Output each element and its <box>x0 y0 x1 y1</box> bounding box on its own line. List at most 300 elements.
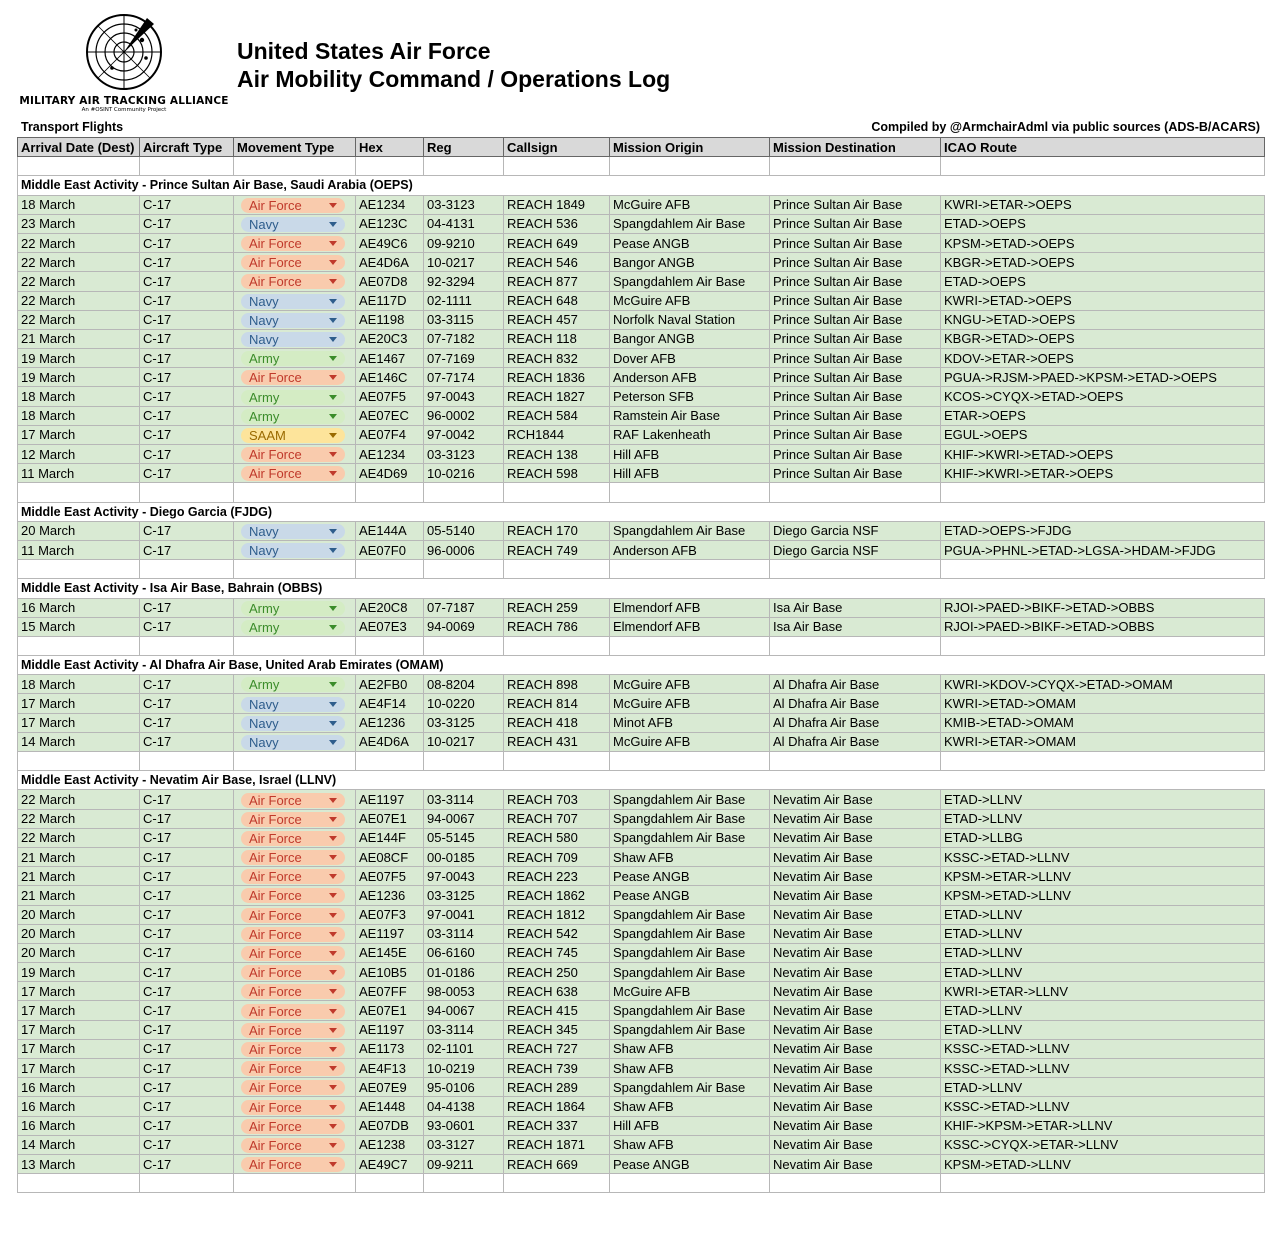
mission-destination-cell[interactable]: Nevatim Air Base <box>770 1135 941 1154</box>
callsign-cell[interactable]: REACH 877 <box>504 272 610 291</box>
mission-origin-cell[interactable]: Peterson SFB <box>610 387 770 406</box>
empty-cell[interactable] <box>356 483 424 502</box>
movement-type-dropdown[interactable] <box>241 601 345 616</box>
dropdown-caret-icon[interactable] <box>329 299 337 304</box>
mission-destination-cell[interactable]: Nevatim Air Base <box>770 963 941 982</box>
col-movement-type[interactable]: Movement Type <box>234 138 356 157</box>
movement-type-cell[interactable] <box>234 233 356 252</box>
mission-destination-cell[interactable]: Al Dhafra Air Base <box>770 732 941 751</box>
callsign-cell[interactable]: REACH 727 <box>504 1039 610 1058</box>
icao-route-cell[interactable]: ETAD->LLNV <box>941 963 1265 982</box>
movement-type-cell[interactable] <box>234 406 356 425</box>
aircraft-type-cell[interactable]: C-17 <box>140 982 234 1001</box>
dropdown-caret-icon[interactable] <box>329 702 337 707</box>
callsign-cell[interactable]: REACH 580 <box>504 828 610 847</box>
icao-route-cell[interactable]: ETAR->OEPS <box>941 406 1265 425</box>
arrival-date-cell[interactable]: 17 March <box>18 1059 140 1078</box>
arrival-date-cell[interactable]: 18 March <box>18 195 140 214</box>
movement-type-dropdown[interactable] <box>241 1080 345 1095</box>
callsign-cell[interactable]: REACH 1812 <box>504 905 610 924</box>
mission-destination-cell[interactable]: Nevatim Air Base <box>770 1097 941 1116</box>
hex-cell[interactable]: AE49C6 <box>356 233 424 252</box>
hex-cell[interactable]: AE4F13 <box>356 1059 424 1078</box>
movement-type-cell[interactable] <box>234 905 356 924</box>
empty-cell[interactable] <box>504 752 610 771</box>
aircraft-type-cell[interactable]: C-17 <box>140 1135 234 1154</box>
mission-origin-cell[interactable]: Bangor ANGB <box>610 253 770 272</box>
dropdown-caret-icon[interactable] <box>329 433 337 438</box>
hex-cell[interactable]: AE123C <box>356 214 424 233</box>
arrival-date-cell[interactable]: 14 March <box>18 732 140 751</box>
dropdown-caret-icon[interactable] <box>329 1143 337 1148</box>
movement-type-dropdown[interactable] <box>241 946 345 961</box>
icao-route-cell[interactable]: ETAD->LLNV <box>941 790 1265 809</box>
mission-origin-cell[interactable]: McGuire AFB <box>610 732 770 751</box>
mission-destination-cell[interactable]: Prince Sultan Air Base <box>770 195 941 214</box>
movement-type-cell[interactable] <box>234 598 356 617</box>
arrival-date-cell[interactable]: 20 March <box>18 905 140 924</box>
empty-cell[interactable] <box>140 157 234 176</box>
movement-type-cell[interactable] <box>234 1020 356 1039</box>
mission-destination-cell[interactable]: Nevatim Air Base <box>770 790 941 809</box>
mission-origin-cell[interactable]: Pease ANGB <box>610 867 770 886</box>
movement-type-cell[interactable] <box>234 540 356 559</box>
movement-type-cell[interactable] <box>234 387 356 406</box>
reg-cell[interactable]: 03-3114 <box>424 1020 504 1039</box>
movement-type-dropdown[interactable] <box>241 236 345 251</box>
mission-origin-cell[interactable]: RAF Lakenheath <box>610 425 770 444</box>
mission-origin-cell[interactable]: McGuire AFB <box>610 694 770 713</box>
movement-type-cell[interactable] <box>234 732 356 751</box>
icao-route-cell[interactable]: ETAD->LLBG <box>941 828 1265 847</box>
dropdown-caret-icon[interactable] <box>329 395 337 400</box>
empty-cell[interactable] <box>356 752 424 771</box>
dropdown-caret-icon[interactable] <box>329 279 337 284</box>
movement-type-dropdown[interactable] <box>241 1157 345 1172</box>
movement-type-dropdown[interactable] <box>241 677 345 692</box>
callsign-cell[interactable]: REACH 749 <box>504 540 610 559</box>
aircraft-type-cell[interactable]: C-17 <box>140 963 234 982</box>
col-arrival-date[interactable]: Arrival Date (Dest) <box>18 138 140 157</box>
mission-destination-cell[interactable]: Prince Sultan Air Base <box>770 406 941 425</box>
icao-route-cell[interactable]: ETAD->LLNV <box>941 1020 1265 1039</box>
icao-route-cell[interactable]: EGUL->OEPS <box>941 425 1265 444</box>
aircraft-type-cell[interactable]: C-17 <box>140 790 234 809</box>
movement-type-dropdown[interactable] <box>241 735 345 750</box>
movement-type-dropdown[interactable] <box>241 217 345 232</box>
empty-cell[interactable] <box>424 560 504 579</box>
arrival-date-cell[interactable]: 17 March <box>18 1020 140 1039</box>
callsign-cell[interactable]: REACH 415 <box>504 1001 610 1020</box>
mission-destination-cell[interactable]: Diego Garcia NSF <box>770 521 941 540</box>
callsign-cell[interactable]: REACH 648 <box>504 291 610 310</box>
icao-route-cell[interactable]: ETAD->LLNV <box>941 905 1265 924</box>
empty-cell[interactable] <box>610 560 770 579</box>
arrival-date-cell[interactable]: 17 March <box>18 713 140 732</box>
aircraft-type-cell[interactable]: C-17 <box>140 1059 234 1078</box>
empty-cell[interactable] <box>234 636 356 655</box>
aircraft-type-cell[interactable]: C-17 <box>140 1097 234 1116</box>
aircraft-type-cell[interactable]: C-17 <box>140 713 234 732</box>
icao-route-cell[interactable]: ETAD->OEPS <box>941 214 1265 233</box>
mission-destination-cell[interactable]: Nevatim Air Base <box>770 1039 941 1058</box>
arrival-date-cell[interactable]: 21 March <box>18 886 140 905</box>
mission-origin-cell[interactable]: Anderson AFB <box>610 368 770 387</box>
arrival-date-cell[interactable]: 22 March <box>18 790 140 809</box>
movement-type-dropdown[interactable] <box>241 850 345 865</box>
reg-cell[interactable]: 96-0006 <box>424 540 504 559</box>
arrival-date-cell[interactable]: 18 March <box>18 675 140 694</box>
dropdown-caret-icon[interactable] <box>329 740 337 745</box>
dropdown-caret-icon[interactable] <box>329 548 337 553</box>
callsign-cell[interactable]: REACH 649 <box>504 233 610 252</box>
arrival-date-cell[interactable]: 21 March <box>18 867 140 886</box>
hex-cell[interactable]: AE4D6A <box>356 732 424 751</box>
icao-route-cell[interactable]: KPSM->ETAR->LLNV <box>941 867 1265 886</box>
icao-route-cell[interactable]: KSSC->ETAD->LLNV <box>941 847 1265 866</box>
empty-cell[interactable] <box>504 1174 610 1193</box>
reg-cell[interactable]: 10-0220 <box>424 694 504 713</box>
movement-type-dropdown[interactable] <box>241 447 345 462</box>
movement-type-cell[interactable] <box>234 963 356 982</box>
mission-origin-cell[interactable]: Pease ANGB <box>610 886 770 905</box>
arrival-date-cell[interactable]: 23 March <box>18 214 140 233</box>
mission-origin-cell[interactable]: Pease ANGB <box>610 1154 770 1173</box>
empty-cell[interactable] <box>504 560 610 579</box>
aircraft-type-cell[interactable]: C-17 <box>140 272 234 291</box>
mission-destination-cell[interactable]: Prince Sultan Air Base <box>770 368 941 387</box>
reg-cell[interactable]: 03-3125 <box>424 713 504 732</box>
arrival-date-cell[interactable]: 17 March <box>18 694 140 713</box>
movement-type-cell[interactable] <box>234 617 356 636</box>
reg-cell[interactable]: 04-4131 <box>424 214 504 233</box>
empty-cell[interactable] <box>18 157 140 176</box>
empty-cell[interactable] <box>356 1174 424 1193</box>
empty-cell[interactable] <box>18 1174 140 1193</box>
dropdown-caret-icon[interactable] <box>329 1162 337 1167</box>
aircraft-type-cell[interactable]: C-17 <box>140 329 234 348</box>
hex-cell[interactable]: AE07E9 <box>356 1078 424 1097</box>
hex-cell[interactable]: AE1198 <box>356 310 424 329</box>
arrival-date-cell[interactable]: 22 March <box>18 253 140 272</box>
callsign-cell[interactable]: REACH 739 <box>504 1059 610 1078</box>
mission-destination-cell[interactable]: Al Dhafra Air Base <box>770 694 941 713</box>
icao-route-cell[interactable]: KWRI->ETAD->OEPS <box>941 291 1265 310</box>
empty-cell[interactable] <box>424 157 504 176</box>
aircraft-type-cell[interactable]: C-17 <box>140 924 234 943</box>
reg-cell[interactable]: 10-0217 <box>424 732 504 751</box>
movement-type-dropdown[interactable] <box>241 409 345 424</box>
icao-route-cell[interactable]: KHIF->KPSM->ETAR->LLNV <box>941 1116 1265 1135</box>
mission-origin-cell[interactable]: Shaw AFB <box>610 1059 770 1078</box>
arrival-date-cell[interactable]: 22 March <box>18 828 140 847</box>
arrival-date-cell[interactable]: 22 March <box>18 291 140 310</box>
aircraft-type-cell[interactable]: C-17 <box>140 732 234 751</box>
hex-cell[interactable]: AE1197 <box>356 790 424 809</box>
reg-cell[interactable]: 94-0067 <box>424 809 504 828</box>
hex-cell[interactable]: AE117D <box>356 291 424 310</box>
empty-cell[interactable] <box>610 157 770 176</box>
icao-route-cell[interactable]: KBGR->ETAD->OEPS <box>941 253 1265 272</box>
empty-cell[interactable] <box>18 483 140 502</box>
dropdown-caret-icon[interactable] <box>329 414 337 419</box>
movement-type-cell[interactable] <box>234 214 356 233</box>
reg-cell[interactable]: 05-5145 <box>424 828 504 847</box>
movement-type-cell[interactable] <box>234 1154 356 1173</box>
movement-type-cell[interactable] <box>234 713 356 732</box>
empty-cell[interactable] <box>504 157 610 176</box>
reg-cell[interactable]: 98-0053 <box>424 982 504 1001</box>
arrival-date-cell[interactable]: 14 March <box>18 1135 140 1154</box>
hex-cell[interactable]: AE1197 <box>356 924 424 943</box>
movement-type-cell[interactable] <box>234 253 356 272</box>
reg-cell[interactable]: 97-0043 <box>424 387 504 406</box>
movement-type-dropdown[interactable] <box>241 908 345 923</box>
empty-cell[interactable] <box>424 752 504 771</box>
icao-route-cell[interactable]: ETAD->LLNV <box>941 1001 1265 1020</box>
reg-cell[interactable]: 96-0002 <box>424 406 504 425</box>
icao-route-cell[interactable]: KWRI->ETAR->OMAM <box>941 732 1265 751</box>
movement-type-cell[interactable] <box>234 982 356 1001</box>
dropdown-caret-icon[interactable] <box>329 452 337 457</box>
mission-origin-cell[interactable]: Dover AFB <box>610 349 770 368</box>
empty-cell[interactable] <box>941 1174 1265 1193</box>
dropdown-caret-icon[interactable] <box>329 1066 337 1071</box>
dropdown-caret-icon[interactable] <box>329 989 337 994</box>
mission-destination-cell[interactable]: Nevatim Air Base <box>770 828 941 847</box>
arrival-date-cell[interactable]: 17 March <box>18 1001 140 1020</box>
aircraft-type-cell[interactable]: C-17 <box>140 886 234 905</box>
arrival-date-cell[interactable]: 16 March <box>18 1116 140 1135</box>
section-title[interactable]: Middle East Activity - Prince Sultan Air Base, Saudi Arabia (OEPS) <box>18 176 1265 195</box>
hex-cell[interactable]: AE07FF <box>356 982 424 1001</box>
mission-destination-cell[interactable]: Al Dhafra Air Base <box>770 675 941 694</box>
dropdown-caret-icon[interactable] <box>329 471 337 476</box>
empty-cell[interactable] <box>770 1174 941 1193</box>
hex-cell[interactable]: AE20C3 <box>356 329 424 348</box>
empty-cell[interactable] <box>424 1174 504 1193</box>
movement-type-dropdown[interactable] <box>241 888 345 903</box>
dropdown-caret-icon[interactable] <box>329 241 337 246</box>
reg-cell[interactable]: 02-1101 <box>424 1039 504 1058</box>
mission-origin-cell[interactable]: Hill AFB <box>610 1116 770 1135</box>
arrival-date-cell[interactable]: 13 March <box>18 1154 140 1173</box>
dropdown-caret-icon[interactable] <box>329 337 337 342</box>
movement-type-dropdown[interactable] <box>241 793 345 808</box>
hex-cell[interactable]: AE07E3 <box>356 617 424 636</box>
mission-destination-cell[interactable]: Prince Sultan Air Base <box>770 349 941 368</box>
icao-route-cell[interactable]: PGUA->RJSM->PAED->KPSM->ETAD->OEPS <box>941 368 1265 387</box>
empty-cell[interactable] <box>424 483 504 502</box>
icao-route-cell[interactable]: RJOI->PAED->BIKF->ETAD->OBBS <box>941 617 1265 636</box>
reg-cell[interactable]: 94-0067 <box>424 1001 504 1020</box>
dropdown-caret-icon[interactable] <box>329 606 337 611</box>
aircraft-type-cell[interactable]: C-17 <box>140 675 234 694</box>
mission-origin-cell[interactable]: Spangdahlem Air Base <box>610 790 770 809</box>
hex-cell[interactable]: AE1467 <box>356 349 424 368</box>
icao-route-cell[interactable]: KNGU->ETAD->OEPS <box>941 310 1265 329</box>
empty-cell[interactable] <box>610 752 770 771</box>
mission-destination-cell[interactable]: Nevatim Air Base <box>770 1116 941 1135</box>
empty-cell[interactable] <box>140 636 234 655</box>
icao-route-cell[interactable]: KSSC->CYQX->ETAR->LLNV <box>941 1135 1265 1154</box>
reg-cell[interactable]: 05-5140 <box>424 521 504 540</box>
hex-cell[interactable]: AE07F0 <box>356 540 424 559</box>
movement-type-dropdown[interactable] <box>241 543 345 558</box>
hex-cell[interactable]: AE4D69 <box>356 464 424 483</box>
hex-cell[interactable]: AE144F <box>356 828 424 847</box>
aircraft-type-cell[interactable]: C-17 <box>140 905 234 924</box>
mission-destination-cell[interactable]: Nevatim Air Base <box>770 809 941 828</box>
empty-cell[interactable] <box>140 560 234 579</box>
arrival-date-cell[interactable]: 17 March <box>18 1039 140 1058</box>
aircraft-type-cell[interactable]: C-17 <box>140 598 234 617</box>
movement-type-cell[interactable] <box>234 1116 356 1135</box>
mission-destination-cell[interactable]: Al Dhafra Air Base <box>770 713 941 732</box>
aircraft-type-cell[interactable]: C-17 <box>140 1078 234 1097</box>
reg-cell[interactable]: 06-6160 <box>424 943 504 962</box>
movement-type-dropdown[interactable] <box>241 524 345 539</box>
movement-type-dropdown[interactable] <box>241 255 345 270</box>
icao-route-cell[interactable]: KPSM->ETAD->LLNV <box>941 1154 1265 1173</box>
callsign-cell[interactable]: REACH 703 <box>504 790 610 809</box>
icao-route-cell[interactable]: KWRI->ETAD->OMAM <box>941 694 1265 713</box>
reg-cell[interactable]: 03-3125 <box>424 886 504 905</box>
hex-cell[interactable]: AE07F3 <box>356 905 424 924</box>
mission-origin-cell[interactable]: Bangor ANGB <box>610 329 770 348</box>
dropdown-caret-icon[interactable] <box>329 913 337 918</box>
icao-route-cell[interactable]: KHIF->KWRI->ETAR->OEPS <box>941 464 1265 483</box>
movement-type-cell[interactable] <box>234 349 356 368</box>
empty-cell[interactable] <box>941 560 1265 579</box>
icao-route-cell[interactable]: KWRI->ETAR->OEPS <box>941 195 1265 214</box>
icao-route-cell[interactable]: KSSC->ETAD->LLNV <box>941 1059 1265 1078</box>
movement-type-dropdown[interactable] <box>241 1138 345 1153</box>
hex-cell[interactable]: AE1236 <box>356 713 424 732</box>
movement-type-dropdown[interactable] <box>241 1023 345 1038</box>
aircraft-type-cell[interactable]: C-17 <box>140 1154 234 1173</box>
dropdown-caret-icon[interactable] <box>329 817 337 822</box>
movement-type-dropdown[interactable] <box>241 428 345 443</box>
hex-cell[interactable]: AE4D6A <box>356 253 424 272</box>
dropdown-caret-icon[interactable] <box>329 1085 337 1090</box>
arrival-date-cell[interactable]: 21 March <box>18 329 140 348</box>
reg-cell[interactable]: 08-8204 <box>424 675 504 694</box>
callsign-cell[interactable]: REACH 289 <box>504 1078 610 1097</box>
movement-type-cell[interactable] <box>234 1078 356 1097</box>
movement-type-dropdown[interactable] <box>241 831 345 846</box>
arrival-date-cell[interactable]: 16 March <box>18 1097 140 1116</box>
reg-cell[interactable]: 10-0216 <box>424 464 504 483</box>
mission-origin-cell[interactable]: McGuire AFB <box>610 291 770 310</box>
movement-type-cell[interactable] <box>234 790 356 809</box>
movement-type-dropdown[interactable] <box>241 466 345 481</box>
empty-cell[interactable] <box>504 483 610 502</box>
mission-destination-cell[interactable]: Isa Air Base <box>770 617 941 636</box>
empty-cell[interactable] <box>941 157 1265 176</box>
aircraft-type-cell[interactable]: C-17 <box>140 195 234 214</box>
empty-cell[interactable] <box>424 636 504 655</box>
icao-route-cell[interactable]: ETAD->LLNV <box>941 943 1265 962</box>
aircraft-type-cell[interactable]: C-17 <box>140 847 234 866</box>
mission-destination-cell[interactable]: Prince Sultan Air Base <box>770 272 941 291</box>
aircraft-type-cell[interactable]: C-17 <box>140 406 234 425</box>
arrival-date-cell[interactable]: 19 March <box>18 963 140 982</box>
dropdown-caret-icon[interactable] <box>329 874 337 879</box>
reg-cell[interactable]: 04-4138 <box>424 1097 504 1116</box>
hex-cell[interactable]: AE146C <box>356 368 424 387</box>
hex-cell[interactable]: AE1173 <box>356 1039 424 1058</box>
mission-origin-cell[interactable]: Hill AFB <box>610 445 770 464</box>
movement-type-cell[interactable] <box>234 1001 356 1020</box>
movement-type-cell[interactable] <box>234 828 356 847</box>
mission-origin-cell[interactable]: Spangdahlem Air Base <box>610 809 770 828</box>
callsign-cell[interactable]: REACH 337 <box>504 1116 610 1135</box>
movement-type-dropdown[interactable] <box>241 1100 345 1115</box>
callsign-cell[interactable]: REACH 1871 <box>504 1135 610 1154</box>
arrival-date-cell[interactable]: 21 March <box>18 847 140 866</box>
arrival-date-cell[interactable]: 20 March <box>18 521 140 540</box>
empty-cell[interactable] <box>140 1174 234 1193</box>
movement-type-cell[interactable] <box>234 867 356 886</box>
movement-type-cell[interactable] <box>234 272 356 291</box>
movement-type-dropdown[interactable] <box>241 294 345 309</box>
icao-route-cell[interactable]: KWRI->ETAR->LLNV <box>941 982 1265 1001</box>
aircraft-type-cell[interactable]: C-17 <box>140 617 234 636</box>
reg-cell[interactable]: 02-1111 <box>424 291 504 310</box>
dropdown-caret-icon[interactable] <box>329 260 337 265</box>
section-title[interactable]: Middle East Activity - Al Dhafra Air Base, United Arab Emirates (OMAM) <box>18 656 1265 675</box>
dropdown-caret-icon[interactable] <box>329 529 337 534</box>
empty-cell[interactable] <box>770 560 941 579</box>
icao-route-cell[interactable]: KBGR->ETAD>-OEPS <box>941 329 1265 348</box>
icao-route-cell[interactable]: KPSM->ETAD->OEPS <box>941 233 1265 252</box>
mission-origin-cell[interactable]: McGuire AFB <box>610 195 770 214</box>
movement-type-dropdown[interactable] <box>241 274 345 289</box>
hex-cell[interactable]: AE1234 <box>356 195 424 214</box>
dropdown-caret-icon[interactable] <box>329 893 337 898</box>
movement-type-cell[interactable] <box>234 886 356 905</box>
hex-cell[interactable]: AE2FB0 <box>356 675 424 694</box>
mission-origin-cell[interactable]: Shaw AFB <box>610 1135 770 1154</box>
hex-cell[interactable]: AE07F5 <box>356 867 424 886</box>
arrival-date-cell[interactable]: 19 March <box>18 349 140 368</box>
callsign-cell[interactable]: REACH 259 <box>504 598 610 617</box>
callsign-cell[interactable]: REACH 1836 <box>504 368 610 387</box>
mission-origin-cell[interactable]: Norfolk Naval Station <box>610 310 770 329</box>
movement-type-cell[interactable] <box>234 847 356 866</box>
aircraft-type-cell[interactable]: C-17 <box>140 1039 234 1058</box>
mission-origin-cell[interactable]: Spangdahlem Air Base <box>610 1020 770 1039</box>
movement-type-cell[interactable] <box>234 464 356 483</box>
col-icao-route[interactable]: ICAO Route <box>941 138 1265 157</box>
hex-cell[interactable]: AE1197 <box>356 1020 424 1039</box>
mission-destination-cell[interactable]: Nevatim Air Base <box>770 924 941 943</box>
aircraft-type-cell[interactable]: C-17 <box>140 445 234 464</box>
reg-cell[interactable]: 09-9210 <box>424 233 504 252</box>
empty-cell[interactable] <box>234 157 356 176</box>
icao-route-cell[interactable]: KCOS->CYQX->ETAD->OEPS <box>941 387 1265 406</box>
icao-route-cell[interactable]: PGUA->PHNL->ETAD->LGSA->HDAM->FJDG <box>941 540 1265 559</box>
movement-type-dropdown[interactable] <box>241 869 345 884</box>
movement-type-dropdown[interactable] <box>241 1061 345 1076</box>
reg-cell[interactable]: 03-3123 <box>424 195 504 214</box>
callsign-cell[interactable]: REACH 536 <box>504 214 610 233</box>
mission-destination-cell[interactable]: Prince Sultan Air Base <box>770 214 941 233</box>
empty-cell[interactable] <box>356 560 424 579</box>
hex-cell[interactable]: AE07DB <box>356 1116 424 1135</box>
dropdown-caret-icon[interactable] <box>329 682 337 687</box>
